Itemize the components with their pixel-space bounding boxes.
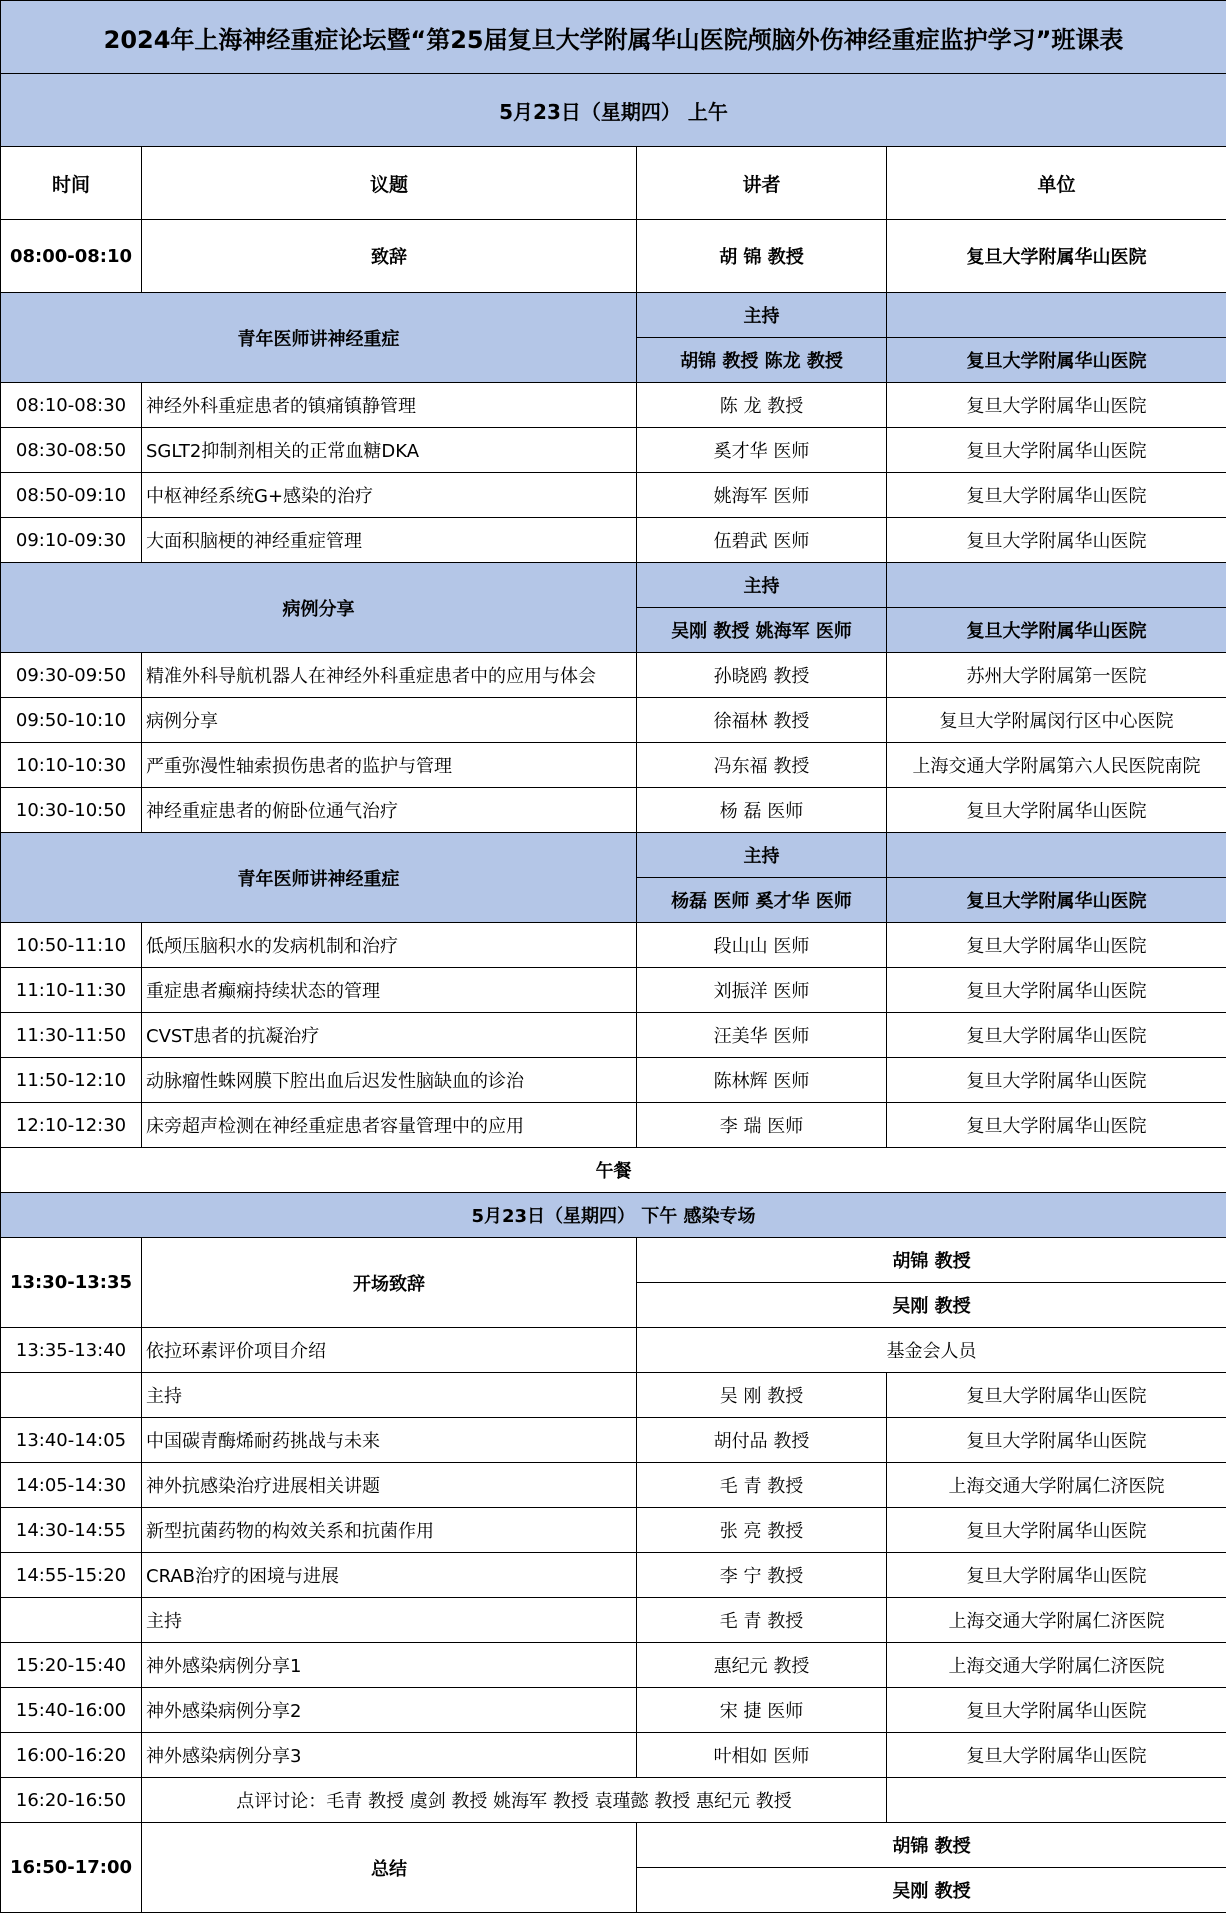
talk-unit: 复旦大学附属华山医院 [887,1058,1226,1103]
list-item [1,743,1226,788]
talk-speaker: 段山山 医师 [637,923,887,968]
talk-unit: 苏州大学附属第一医院 [887,653,1226,698]
session-header-row [1,833,1226,878]
afternoon-opening-time: 13:30-13:35 [1,1238,142,1328]
chair-label: 主持 [637,563,887,608]
intro-speaker: 基金会人员 [637,1328,1226,1373]
talk-time: 14:30-14:55 [1,1508,142,1553]
talk-time: 11:50-12:10 [1,1058,142,1103]
talk-speaker: 孙晓鸥 教授 [637,653,887,698]
list-item [1,1508,1226,1553]
talk-time: 09:10-09:30 [1,518,142,563]
talk-unit: 复旦大学附属华山医院 [887,923,1226,968]
list-item [1,1553,1226,1598]
chair-label: 主持 [637,833,887,878]
lunch-row [1,1148,1226,1193]
talk-time: 08:10-08:30 [1,383,142,428]
talk-time: 14:55-15:20 [1,1553,142,1598]
talk-speaker: 陈林辉 医师 [637,1058,887,1103]
talk-unit: 复旦大学附属华山医院 [887,1733,1226,1778]
closing-speaker-1: 胡锦 教授 [637,1823,1226,1868]
chair-label: 主持 [142,1373,637,1418]
chair-names: 胡锦 教授 陈龙 教授 [637,338,887,383]
talk-topic: 中国碳青酶烯耐药挑战与未来 [142,1418,637,1463]
talk-topic: CRAB治疗的困境与进展 [142,1553,637,1598]
afternoon-opening-speaker-2: 吴刚 教授 [637,1283,1226,1328]
talk-topic: 严重弥漫性轴索损伤患者的监护与管理 [142,743,637,788]
chair-row [1,1373,1226,1418]
talk-topic: 神外抗感染治疗进展相关讲题 [142,1463,637,1508]
talk-time: 12:10-12:30 [1,1103,142,1148]
talk-topic: CVST患者的抗凝治疗 [142,1013,637,1058]
chair-label: 主持 [637,293,887,338]
discussion-text: 点评讨论：毛青 教授 虞剑 教授 姚海军 教授 袁瑾懿 教授 惠纪元 教授 [142,1778,887,1823]
list-item [1,383,1226,428]
talk-speaker: 杨 磊 医师 [637,788,887,833]
header-unit: 单位 [887,147,1226,220]
talk-speaker: 惠纪元 教授 [637,1643,887,1688]
empty-cell [887,1778,1226,1823]
talk-topic: 病例分享 [142,698,637,743]
talk-time: 09:30-09:50 [1,653,142,698]
session-header-row [1,563,1226,608]
talk-topic: 神外感染病例分享1 [142,1643,637,1688]
talk-topic: 大面积脑梗的神经重症管理 [142,518,637,563]
talk-speaker: 刘振洋 医师 [637,968,887,1013]
talk-unit: 复旦大学附属闵行区中心医院 [887,698,1226,743]
talk-time: 08:30-08:50 [1,428,142,473]
talk-speaker: 冯东福 教授 [637,743,887,788]
talk-time: 15:20-15:40 [1,1643,142,1688]
discussion-time: 16:20-16:50 [1,1778,142,1823]
list-item [1,473,1226,518]
afternoon-day-label: 5月23日（星期四） 下午 感染专场 [1,1193,1226,1238]
talk-unit: 复旦大学附属华山医院 [887,1553,1226,1598]
list-item [1,1058,1226,1103]
list-item [1,1463,1226,1508]
talk-unit: 上海交通大学附属仁济医院 [887,1643,1226,1688]
talk-topic: 床旁超声检测在神经重症患者容量管理中的应用 [142,1103,637,1148]
list-item [1,518,1226,563]
talk-unit: 复旦大学附属华山医院 [887,473,1226,518]
talk-speaker: 陈 龙 教授 [637,383,887,428]
talk-speaker: 李 宁 教授 [637,1553,887,1598]
closing-speaker-2: 吴刚 教授 [637,1868,1226,1913]
header-topic: 议题 [142,147,637,220]
talk-unit: 上海交通大学附属第六人民医院南院 [887,743,1226,788]
talk-speaker: 宋 捷 医师 [637,1688,887,1733]
empty-cell [1,1598,142,1643]
talk-speaker: 胡付品 教授 [637,1418,887,1463]
talk-time: 08:50-09:10 [1,473,142,518]
talk-time: 10:50-11:10 [1,923,142,968]
list-item [1,1733,1226,1778]
talk-topic: 新型抗菌药物的构效关系和抗菌作用 [142,1508,637,1553]
talk-topic: 中枢神经系统G+感染的治疗 [142,473,637,518]
list-item [1,698,1226,743]
session-header-row [1,293,1226,338]
talk-speaker: 奚才华 医师 [637,428,887,473]
talk-speaker: 姚海军 医师 [637,473,887,518]
chair-unit: 上海交通大学附属仁济医院 [887,1598,1226,1643]
list-item [1,1013,1226,1058]
chair-unit: 复旦大学附属华山医院 [887,608,1226,653]
list-item [1,1418,1226,1463]
talk-speaker: 李 瑞 医师 [637,1103,887,1148]
talk-topic: 神外感染病例分享3 [142,1733,637,1778]
talk-speaker: 叶相如 医师 [637,1733,887,1778]
list-item [1,1643,1226,1688]
talk-time: 13:40-14:05 [1,1418,142,1463]
afternoon-opening-speaker-1: 胡锦 教授 [637,1238,1226,1283]
chair-row [1,1598,1226,1643]
morning-day-label: 5月23日（星期四） 上午 [1,74,1226,147]
afternoon-opening-topic: 开场致辞 [142,1238,637,1328]
list-item [1,428,1226,473]
talk-unit: 复旦大学附属华山医院 [887,1013,1226,1058]
talk-unit: 复旦大学附属华山医院 [887,428,1226,473]
talk-topic: 神经重症患者的俯卧位通气治疗 [142,788,637,833]
talk-time: 15:40-16:00 [1,1688,142,1733]
intro-row [1,1328,1226,1373]
empty-cell [887,293,1226,338]
closing-row [1,1823,1226,1868]
talk-topic: 精准外科导航机器人在神经外科重症患者中的应用与体会 [142,653,637,698]
chair-names: 吴刚 教授 姚海军 医师 [637,608,887,653]
talk-time: 11:10-11:30 [1,968,142,1013]
talk-time: 10:10-10:30 [1,743,142,788]
talk-unit: 复旦大学附属华山医院 [887,1508,1226,1553]
opening-unit: 复旦大学附属华山医院 [887,220,1226,293]
chair-unit: 复旦大学附属华山医院 [887,878,1226,923]
list-item [1,653,1226,698]
chair-label: 主持 [142,1598,637,1643]
intro-time: 13:35-13:40 [1,1328,142,1373]
closing-time: 16:50-17:00 [1,1823,142,1913]
chair-unit: 复旦大学附属华山医院 [887,338,1226,383]
session-name: 青年医师讲神经重症 [1,833,637,923]
chair-unit: 复旦大学附属华山医院 [887,1373,1226,1418]
talk-unit: 复旦大学附属华山医院 [887,788,1226,833]
afternoon-day-row [1,1193,1226,1238]
talk-speaker: 徐福林 教授 [637,698,887,743]
empty-cell [1,1373,142,1418]
talk-unit: 复旦大学附属华山医院 [887,383,1226,428]
talk-time: 11:30-11:50 [1,1013,142,1058]
talk-speaker: 毛 青 教授 [637,1463,887,1508]
talk-time: 16:00-16:20 [1,1733,142,1778]
chair-names: 杨磊 医师 奚才华 医师 [637,878,887,923]
list-item [1,968,1226,1013]
page-title: 2024年上海神经重症论坛暨“第25届复旦大学附属华山医院颅脑外伤神经重症监护学习”班课表 [1,1,1226,74]
opening-speaker: 胡 锦 教授 [637,220,887,293]
talk-unit: 复旦大学附属华山医院 [887,1418,1226,1463]
talk-speaker: 汪美华 医师 [637,1013,887,1058]
list-item [1,1103,1226,1148]
discussion-row [1,1778,1226,1823]
talk-speaker: 伍碧武 医师 [637,518,887,563]
list-item [1,788,1226,833]
chair-speaker: 毛 青 教授 [637,1598,887,1643]
intro-topic: 依拉环素评价项目介绍 [142,1328,637,1373]
talk-time: 09:50-10:10 [1,698,142,743]
talk-unit: 复旦大学附属华山医院 [887,968,1226,1013]
session-name: 病例分享 [1,563,637,653]
talk-unit: 上海交通大学附属仁济医院 [887,1463,1226,1508]
list-item [1,923,1226,968]
talk-time: 10:30-10:50 [1,788,142,833]
closing-topic: 总结 [142,1823,637,1913]
header-speaker: 讲者 [637,147,887,220]
list-item [1,1688,1226,1733]
talk-unit: 复旦大学附属华山医院 [887,518,1226,563]
talk-topic: 动脉瘤性蛛网膜下腔出血后迟发性脑缺血的诊治 [142,1058,637,1103]
lunch-label: 午餐 [1,1148,1226,1193]
opening-topic: 致辞 [142,220,637,293]
session-name: 青年医师讲神经重症 [1,293,637,383]
talk-unit: 复旦大学附属华山医院 [887,1688,1226,1733]
talk-topic: SGLT2抑制剂相关的正常血糖DKA [142,428,637,473]
header-time: 时间 [1,147,142,220]
afternoon-opening-row [1,1238,1226,1283]
opening-time: 08:00-08:10 [1,220,142,293]
chair-speaker: 吴 刚 教授 [637,1373,887,1418]
talk-unit: 复旦大学附属华山医院 [887,1103,1226,1148]
talk-topic: 神外感染病例分享2 [142,1688,637,1733]
empty-cell [887,563,1226,608]
talk-speaker: 张 亮 教授 [637,1508,887,1553]
talk-topic: 低颅压脑积水的发病机制和治疗 [142,923,637,968]
talk-topic: 重症患者癫痫持续状态的管理 [142,968,637,1013]
talk-topic: 神经外科重症患者的镇痛镇静管理 [142,383,637,428]
empty-cell [887,833,1226,878]
talk-time: 14:05-14:30 [1,1463,142,1508]
